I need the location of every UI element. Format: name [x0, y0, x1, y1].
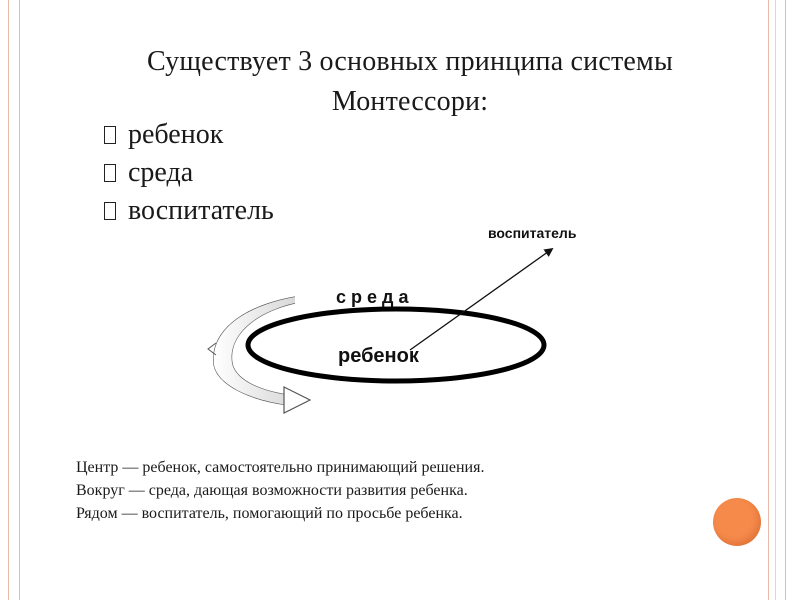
decorative-circle-icon	[713, 498, 761, 546]
bullet-box-icon	[104, 164, 116, 182]
environment-arrow-icon	[208, 297, 310, 413]
teacher-arrow-icon	[410, 249, 552, 350]
montessori-diagram	[200, 215, 620, 425]
caption-line: Вокруг — среда, дающая возможности развития ребенка.	[76, 482, 468, 499]
bullet-box-icon	[104, 202, 116, 220]
left-decor-frame	[8, 0, 20, 600]
teacher-label: воспитатель	[488, 225, 577, 241]
caption-line: Центр — ребенок, самостоятельно принимающий решения.	[76, 459, 485, 476]
child-label: ребенок	[338, 345, 419, 367]
list-item-label: ребенок	[128, 119, 224, 150]
principles-list	[104, 116, 274, 230]
caption-line: Рядом — воспитатель, помогающий по просьбе ребенка.	[76, 505, 463, 522]
environment-label: с р е д а	[336, 287, 409, 307]
list-item-label: среда	[128, 157, 194, 188]
bullet-box-icon	[104, 126, 116, 144]
slide-title	[110, 42, 710, 122]
caption-block	[76, 456, 484, 525]
list-item	[104, 116, 274, 154]
right-decor-frame	[768, 0, 786, 600]
title-line-1: Существует 3 основных принципа системы	[147, 46, 673, 77]
title-line-2: Монтессори:	[331, 86, 489, 117]
list-item	[104, 154, 274, 192]
list-item-label: воспитатель	[128, 195, 274, 226]
